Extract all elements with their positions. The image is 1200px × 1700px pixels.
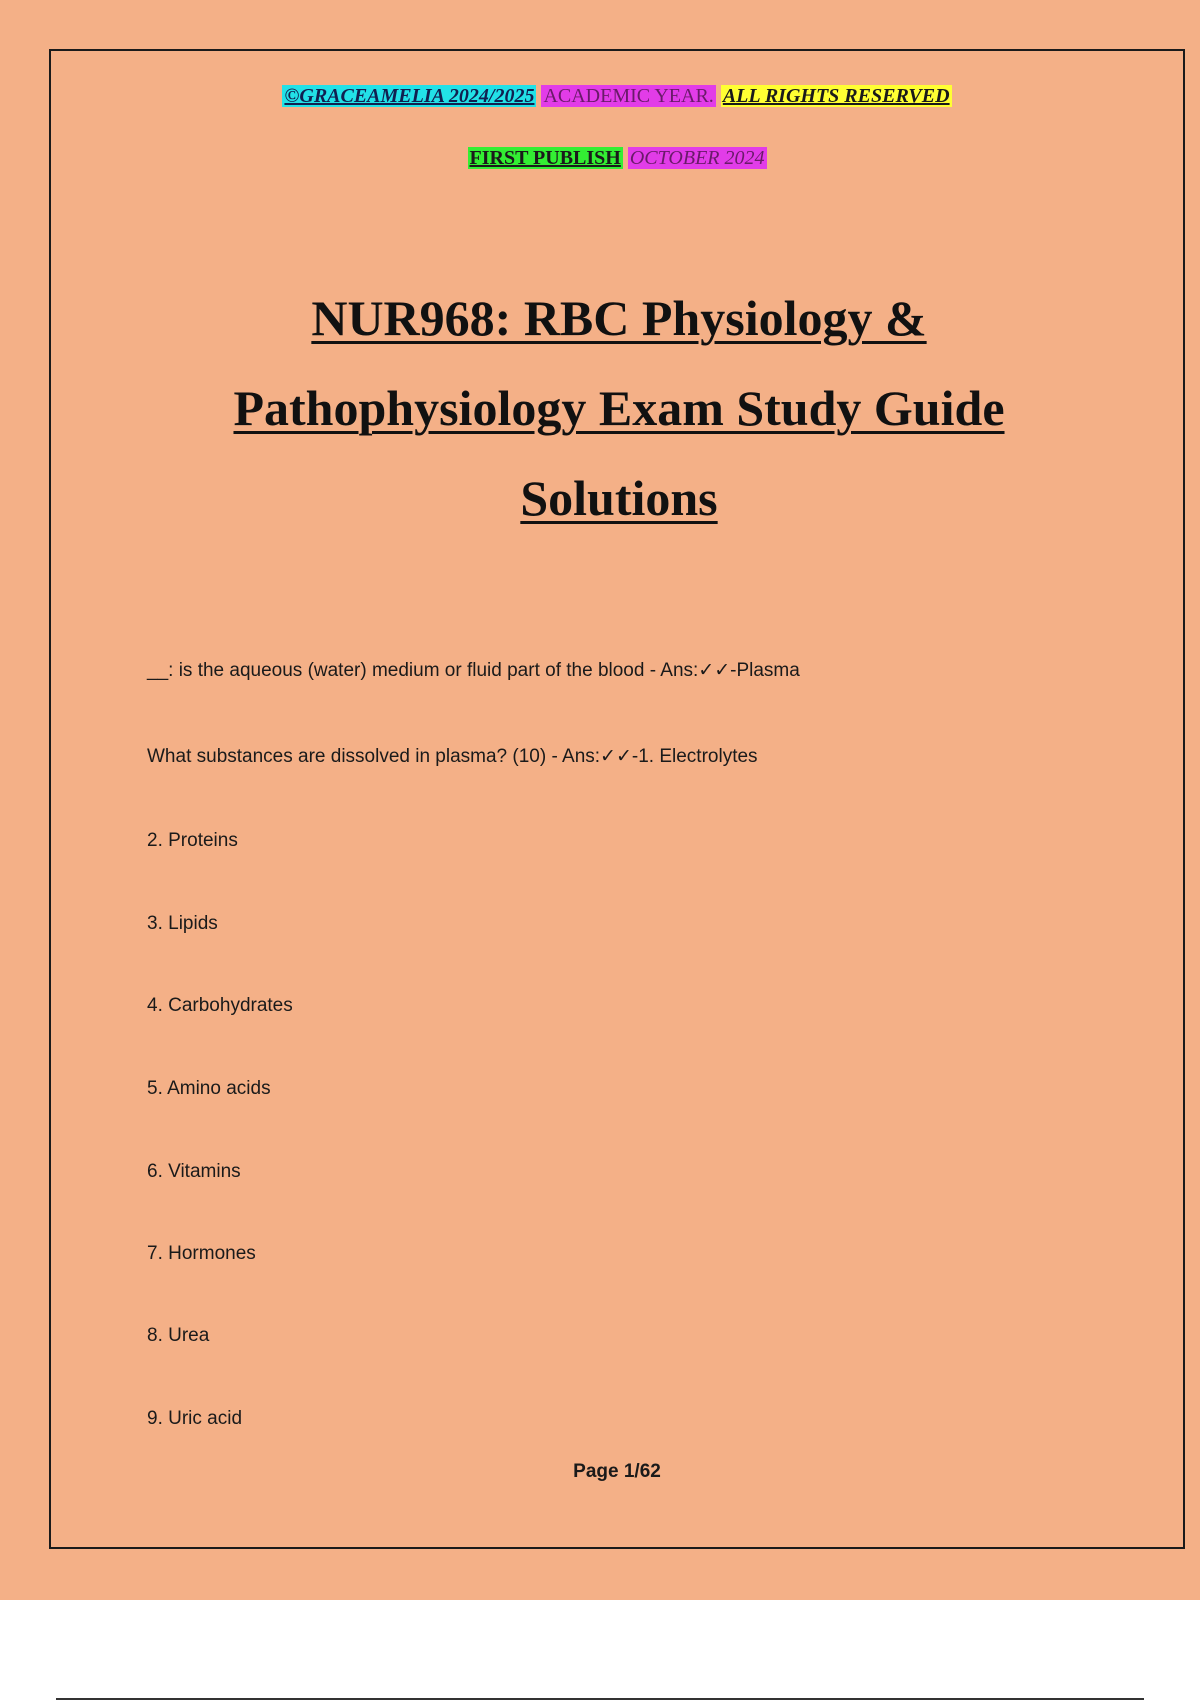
title-line-3: Solutions — [520, 470, 718, 526]
page-border — [49, 49, 1185, 1549]
academic-year-text: ACADEMIC YEAR. — [543, 85, 714, 107]
list-item: 8. Urea — [147, 1325, 210, 1346]
title-line-1: NUR968: RBC Physiology & — [311, 290, 927, 346]
rights-reserved-text: ALL RIGHTS RESERVED — [722, 85, 950, 107]
list-item: 4. Carbohydrates — [147, 995, 293, 1016]
publish-header — [51, 147, 1183, 170]
list-item: 5. Amino acids — [147, 1078, 271, 1099]
list-item: 7. Hormones — [147, 1243, 256, 1264]
publish-date-text: OCTOBER 2024 — [629, 147, 765, 169]
list-item: 6. Vitamins — [147, 1161, 241, 1182]
list-item: 9. Uric acid — [147, 1408, 243, 1429]
list-item: 2. Proteins — [147, 830, 238, 851]
question-plasma-substances: What substances are dissolved in plasma? (10) - Ans:✓✓-1. Electrolytes — [147, 746, 758, 767]
copyright-header — [51, 85, 1183, 108]
first-publish-text: FIRST PUBLISH — [469, 147, 621, 169]
page-number: Page 1/62 — [573, 1461, 661, 1482]
document-title — [71, 273, 1167, 543]
list-item: 3. Lipids — [147, 913, 218, 934]
title-line-2: Pathophysiology Exam Study Guide — [233, 380, 1005, 436]
copyright-text: ©GRACEAMELIA 2024/2025 — [284, 85, 535, 107]
question-plasma: __: is the aqueous (water) medium or fluid part of the blood - Ans:✓✓-Plasma — [147, 660, 800, 681]
